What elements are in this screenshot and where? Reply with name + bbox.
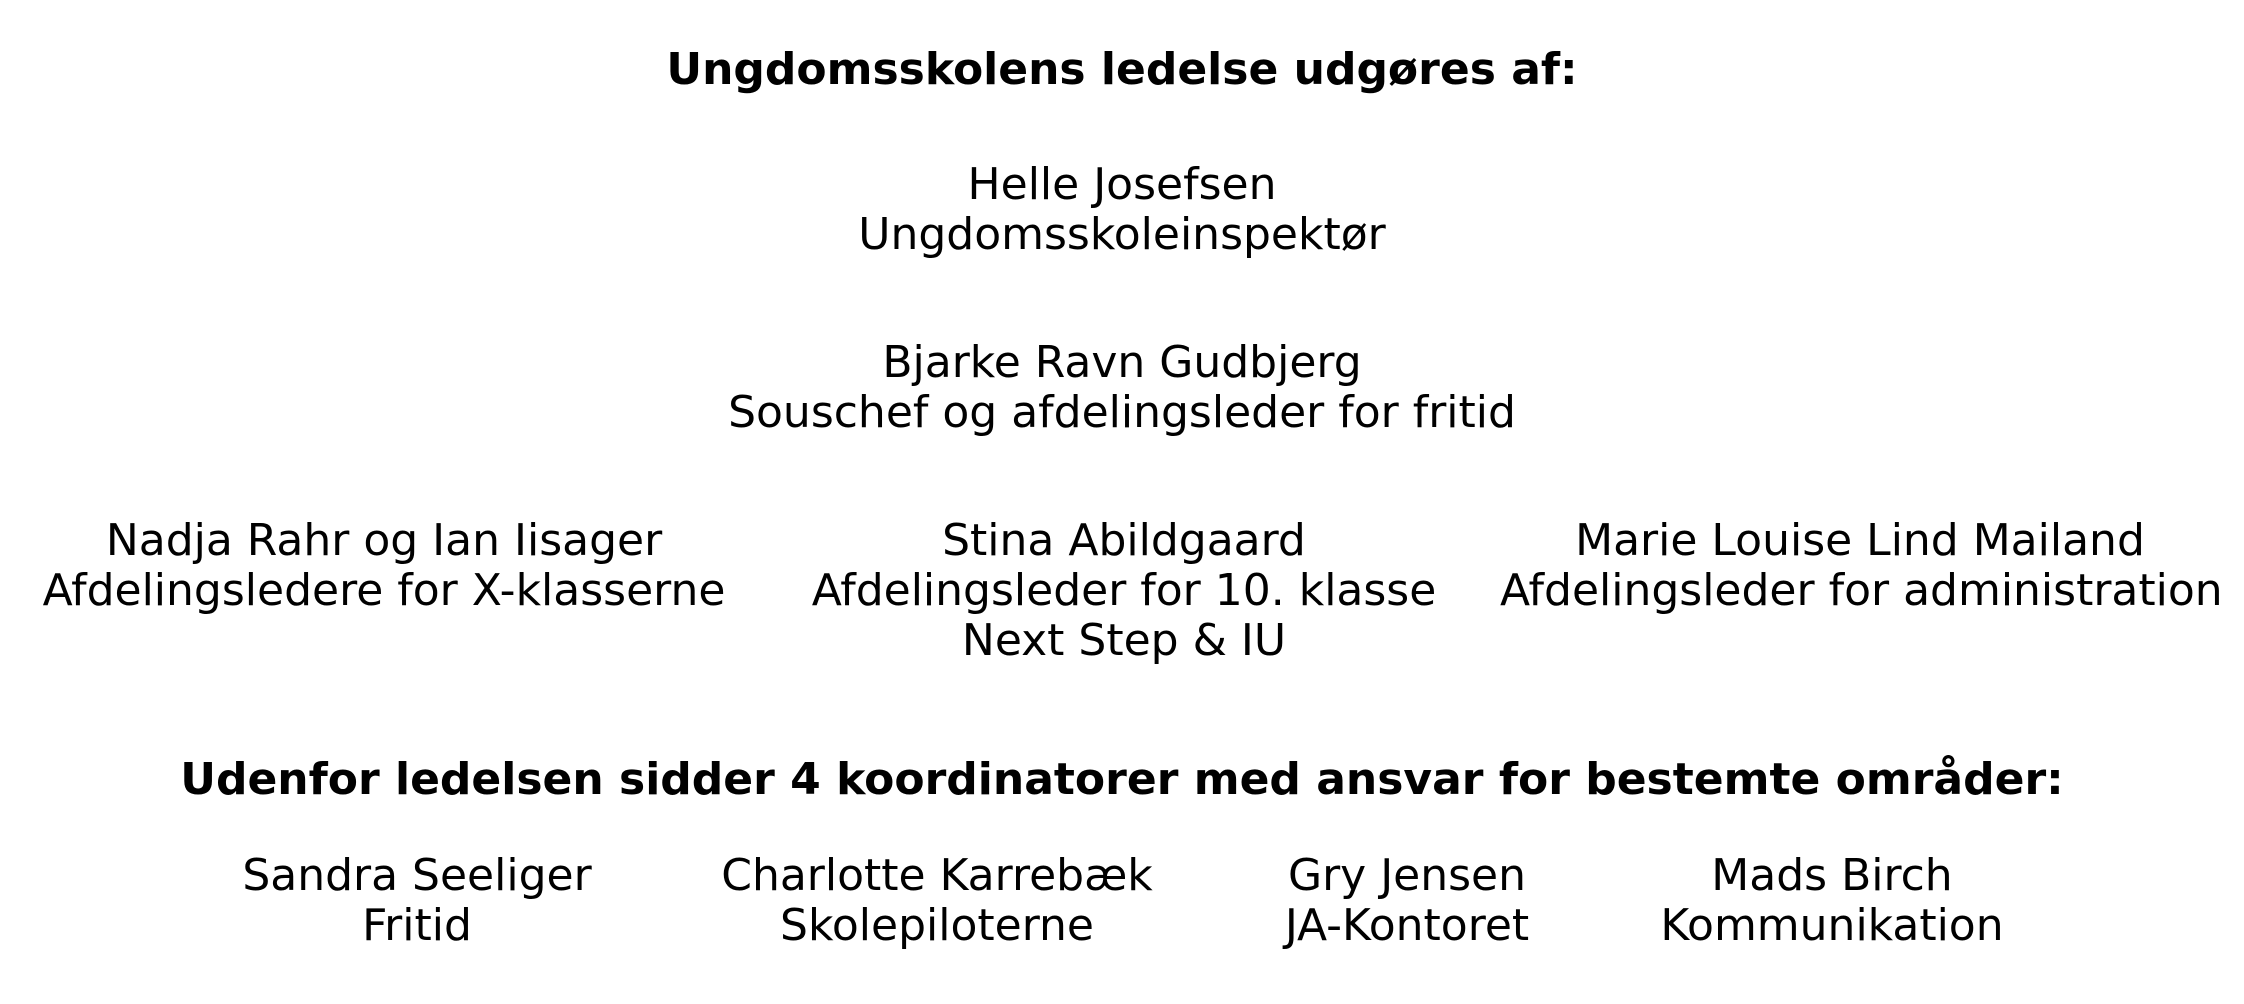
coordinator-name: Sandra Seeliger [242,850,592,901]
inspector-name: Helle Josefsen [967,159,1277,210]
department-head-administration [1500,515,2223,616]
coordinator-ja-kontoret [1237,851,1577,951]
coordinator-area: Fritid [362,900,472,951]
coordinator-kommunikation [1632,851,2032,951]
coordinator-name: Gry Jensen [1287,850,1527,901]
coordinator-fritid [217,851,617,951]
department-head-name: Stina Abildgaard [942,515,1306,566]
leadership-heading: Ungdomsskolens ledelse udgøres af: [666,44,1578,95]
coordinator-area: Skolepiloterne [780,900,1094,951]
coordinator-skolepiloterne [717,851,1157,951]
coordinator-name: Charlotte Karrebæk [721,850,1153,901]
coordinators-heading: Udenfor ledelsen sidder 4 koordinatorer med ansvar for bestemte områder: [180,754,2064,805]
department-head-name: Marie Louise Lind Mailand [1575,515,2145,566]
coordinator-area: Kommunikation [1660,900,2004,951]
department-head-extra: Next Step & IU [961,615,1287,666]
department-head-x-classes [34,516,734,616]
department-head-role: Afdelingsleder for 10. klasse [811,565,1437,616]
deputy-name: Bjarke Ravn Gudbjerg [882,337,1362,388]
coordinator-area: JA-Kontoret [1284,900,1530,951]
deputy-role: Souschef og afdelingsleder for fritid [728,387,1516,438]
deputy-block [622,338,1622,438]
coordinator-name: Mads Birch [1711,850,1953,901]
inspector-role: Ungdomsskoleinspektør [858,209,1386,260]
department-head-10th-grade [774,516,1474,666]
inspector-block [722,160,1522,260]
department-head-role: Afdelingsleder for administration [1500,565,2223,616]
department-head-role: Afdelingsledere for X-klasserne [42,565,726,616]
department-head-name: Nadja Rahr og Ian Iisager [105,515,663,566]
